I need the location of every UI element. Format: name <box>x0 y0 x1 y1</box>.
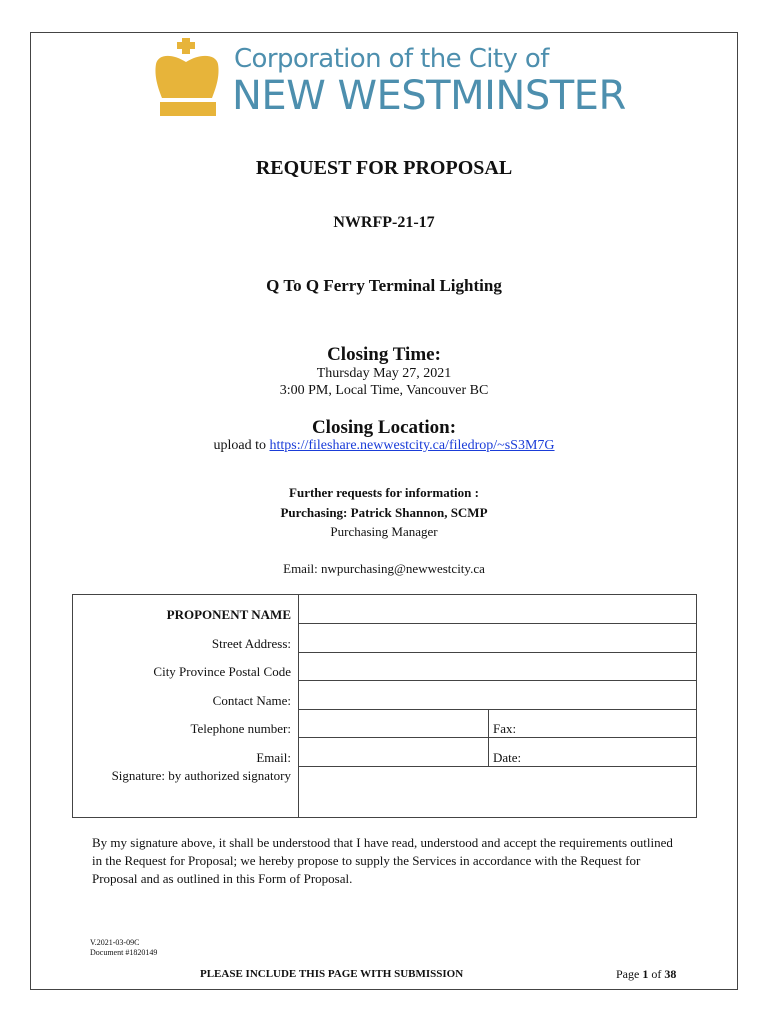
city-province-field[interactable] <box>299 653 696 680</box>
version-label: V.2021-03-09C <box>90 938 140 947</box>
street-address-label: Street Address: <box>211 636 291 651</box>
signature-field[interactable] <box>299 767 696 817</box>
fax-field[interactable] <box>489 710 696 737</box>
crown-icon <box>150 36 226 122</box>
email-field[interactable] <box>299 738 488 766</box>
contact-name-field[interactable] <box>299 681 696 709</box>
proponent-name-label: PROPONENT NAME <box>166 607 291 622</box>
upload-prefix: upload to <box>213 438 270 453</box>
fax-label: Fax: <box>493 721 517 736</box>
rfp-number: NWRFP-21-17 <box>333 214 435 231</box>
project-name: Q To Q Ferry Terminal Lighting <box>266 276 502 295</box>
telephone-label: Telephone number: <box>190 721 291 736</box>
contact-name-label: Contact Name: <box>212 693 291 708</box>
closing-time-heading: Closing Time: <box>327 344 441 365</box>
page-number: Page 1 of 38 <box>616 967 677 981</box>
page-title: REQUEST FOR PROPOSAL <box>255 157 513 179</box>
date-field[interactable] <box>489 738 696 766</box>
logo-line1: Corporation of the City of <box>234 44 549 74</box>
further-requests: Further requests for information : <box>289 485 479 500</box>
footer-notice: PLEASE INCLUDE THIS PAGE WITH SUBMISSION <box>200 968 464 980</box>
contact-email: Email: nwpurchasing@newwestcity.ca <box>283 561 485 576</box>
logo-line2: NEW WESTMINSTER <box>232 73 626 119</box>
closing-time: 3:00 PM, Local Time, Vancouver BC <box>279 383 489 398</box>
telephone-field[interactable] <box>299 710 488 737</box>
document-number: Document #1820149 <box>90 948 158 957</box>
closing-date: Thursday May 27, 2021 <box>316 366 452 381</box>
purchasing-role: Purchasing Manager <box>330 524 438 539</box>
proponent-name-field[interactable] <box>299 595 696 623</box>
city-logo <box>150 36 630 122</box>
street-address-field[interactable] <box>299 624 696 652</box>
purchasing-contact: Purchasing: Patrick Shannon, SCMP <box>280 505 488 520</box>
date-label: Date: <box>493 750 522 765</box>
signature-label: Signature: by authorized signatory <box>111 768 291 783</box>
email-label: Email: <box>256 750 291 765</box>
city-province-label: City Province Postal Code <box>153 664 291 679</box>
declaration-text: By my signature above, it shall be understood that I have read, understood and accept the requirements outlined in the Request for Proposal; we hereby propose to supply the Services in accordance with the Request for Proposal and as outlined in this Form of Proposal. <box>92 835 673 886</box>
upload-link[interactable]: https://fileshare.newwestcity.ca/filedrop/~sS3M7G <box>269 438 555 453</box>
proponent-form <box>72 594 697 818</box>
closing-location-heading: Closing Location: <box>311 417 457 438</box>
closing-location-line <box>30 438 738 454</box>
